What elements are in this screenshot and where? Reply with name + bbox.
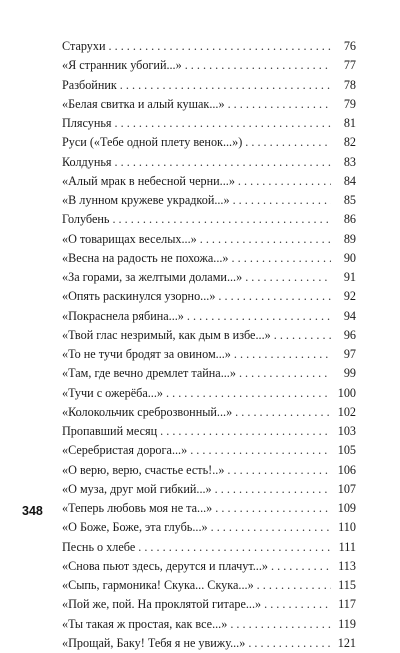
toc-entry-title: «Алый мрак в небесной черни...» — [62, 173, 235, 188]
dot-leader — [115, 153, 331, 172]
toc-entry-page: 105 — [337, 443, 356, 458]
toc-entry-title: Пропавший месяц — [62, 424, 158, 438]
dot-leader — [218, 287, 331, 306]
dot-leader — [230, 615, 331, 634]
dot-leader — [245, 268, 331, 287]
toc-entry-title: «Теперь любовь моя не та...» — [62, 501, 213, 515]
toc-entry[interactable] — [62, 153, 356, 172]
toc-entry-page: 107 — [337, 481, 356, 496]
dot-leader — [238, 172, 331, 191]
toc-entry[interactable] — [62, 191, 356, 210]
dot-leader — [235, 403, 331, 422]
dot-leader — [239, 364, 331, 383]
toc-entry-title: «В лунном кружеве украдкой...» — [62, 193, 230, 207]
toc-entry-title: «То не тучи бродят за овином...» — [62, 347, 231, 361]
toc-entry-title: «О товарищах веселых...» — [62, 231, 197, 246]
toc-entry-title: «Снова пьют здесь, дерутся и плачут...» — [62, 558, 268, 573]
toc-entry-page: 83 — [343, 154, 356, 169]
toc-entry-title: «За горами, за желтыми долами...» — [62, 270, 243, 284]
dot-leader — [166, 384, 331, 403]
toc-entry[interactable] — [62, 364, 356, 383]
dot-leader — [248, 634, 331, 653]
dot-leader — [200, 230, 331, 249]
toc-entry-title: Разбойник — [62, 77, 117, 92]
toc-entry[interactable] — [62, 441, 356, 460]
toc-entry-title: Голубень — [62, 212, 110, 227]
toc-entry[interactable] — [62, 307, 356, 326]
toc-entry-page: 94 — [343, 308, 356, 323]
toc-entry-page: 76 — [343, 39, 356, 53]
dot-leader — [228, 95, 331, 114]
toc-entry-page: 110 — [338, 520, 356, 535]
toc-entry[interactable] — [62, 634, 356, 653]
table-of-contents — [62, 37, 356, 653]
dot-leader — [160, 422, 331, 441]
dot-leader — [271, 557, 331, 576]
toc-entry[interactable] — [62, 345, 356, 364]
toc-entry-page: 100 — [337, 385, 356, 400]
toc-entry-page: 78 — [343, 77, 356, 92]
toc-entry[interactable] — [62, 384, 356, 403]
toc-entry-title: «Пой же, пой. На проклятой гитаре...» — [62, 597, 262, 612]
toc-entry[interactable] — [62, 287, 356, 306]
toc-entry-page: 79 — [343, 96, 356, 111]
toc-entry-title: Руси («Тебе одной плету венок...») — [62, 135, 243, 150]
toc-entry[interactable] — [62, 538, 356, 557]
toc-entry-title: «Тучи с ожерёба...» — [62, 385, 163, 400]
dot-leader — [274, 326, 331, 345]
toc-entry[interactable] — [62, 422, 356, 441]
toc-entry-title: «О Боже, Боже, эта глубь...» — [62, 520, 208, 535]
dot-leader — [257, 576, 331, 595]
toc-entry-page: 117 — [338, 597, 356, 612]
dot-leader — [112, 210, 331, 229]
toc-entry-page: 121 — [337, 635, 356, 650]
toc-entry[interactable] — [62, 268, 356, 287]
toc-entry-title: «Я странник убогий...» — [62, 58, 182, 73]
dot-leader — [234, 345, 331, 364]
toc-entry-page: 89 — [343, 231, 356, 246]
toc-entry[interactable] — [62, 326, 356, 345]
toc-entry-title: «Там, где вечно дремлет тайна...» — [62, 366, 236, 381]
toc-entry-title: «Твой глас незримый, как дым в избе...» — [62, 327, 271, 342]
dot-leader — [190, 441, 331, 460]
page-number: 348 — [22, 504, 43, 518]
toc-entry-page: 81 — [343, 116, 356, 130]
toc-entry-title: «Белая свитка и алый кушак...» — [62, 96, 225, 111]
toc-entry-title: Колдунья — [62, 154, 112, 169]
toc-entry[interactable] — [62, 230, 356, 249]
toc-entry[interactable] — [62, 56, 356, 75]
toc-entry[interactable] — [62, 461, 356, 480]
dot-leader — [185, 56, 331, 75]
toc-entry[interactable] — [62, 615, 356, 634]
toc-entry[interactable] — [62, 576, 356, 595]
toc-entry-page: 82 — [343, 135, 356, 150]
toc-entry-title: «Колокольчик среброзвонный...» — [62, 404, 233, 419]
toc-entry[interactable] — [62, 557, 356, 576]
toc-entry[interactable] — [62, 249, 356, 268]
toc-entry-page: 77 — [343, 58, 356, 73]
toc-entry-title: «Опять раскинулся узорно...» — [62, 289, 216, 304]
toc-entry-title: «Покраснела рябина...» — [62, 308, 184, 323]
toc-entry[interactable] — [62, 595, 356, 614]
toc-entry[interactable] — [62, 76, 356, 95]
toc-entry-page: 109 — [337, 501, 356, 515]
toc-entry[interactable] — [62, 480, 356, 499]
toc-entry-page: 97 — [343, 347, 356, 361]
toc-entry-title: «Ты такая ж простая, как все...» — [62, 616, 228, 631]
toc-entry-page: 113 — [338, 558, 356, 573]
toc-entry[interactable] — [62, 403, 356, 422]
toc-entry[interactable] — [62, 518, 356, 537]
dot-leader — [227, 461, 331, 480]
toc-entry-page: 119 — [338, 616, 356, 631]
toc-entry-title: Плясунья — [62, 116, 112, 130]
dot-leader — [138, 538, 331, 557]
dot-leader — [120, 76, 331, 95]
toc-entry-title: «Сыпь, гармоника! Скука... Скука...» — [62, 578, 254, 592]
toc-entry[interactable] — [62, 499, 356, 518]
toc-entry-title: Песнь о хлебе — [62, 539, 136, 554]
toc-entry-title: «Весна на радость не похожа...» — [62, 250, 229, 265]
toc-entry-page: 115 — [338, 578, 356, 592]
toc-entry[interactable] — [62, 114, 356, 133]
toc-entry[interactable] — [62, 172, 356, 191]
dot-leader — [245, 133, 331, 152]
toc-entry-page: 106 — [337, 462, 356, 477]
toc-entry-page: 92 — [343, 289, 356, 304]
dot-leader — [187, 307, 331, 326]
dot-leader — [233, 191, 331, 210]
toc-entry-page: 90 — [343, 250, 356, 265]
toc-entry-page: 102 — [337, 404, 356, 419]
toc-entry-title: «О муза, друг мой гибкий...» — [62, 481, 212, 496]
dot-leader — [109, 37, 332, 56]
toc-entry-title: «Серебристая дорога...» — [62, 443, 188, 458]
toc-entry-title: «О верю, верю, счастье есть!..» — [62, 462, 225, 477]
dot-leader — [211, 518, 331, 537]
toc-entry-page: 103 — [337, 424, 356, 438]
toc-entry-title: «Прощай, Баку! Тебя я не увижу...» — [62, 635, 246, 650]
toc-entry-page: 86 — [343, 212, 356, 227]
toc-entry[interactable] — [62, 95, 356, 114]
dot-leader — [215, 499, 331, 518]
toc-entry[interactable] — [62, 210, 356, 229]
toc-entry-page: 111 — [338, 539, 356, 554]
toc-entry-page: 85 — [343, 193, 356, 207]
toc-entry-page: 96 — [343, 327, 356, 342]
dot-leader — [232, 249, 331, 268]
toc-entry-page: 91 — [343, 270, 356, 284]
dot-leader — [215, 480, 331, 499]
toc-entry-page: 84 — [343, 173, 356, 188]
dot-leader — [115, 114, 331, 133]
toc-entry[interactable] — [62, 37, 356, 56]
dot-leader — [264, 595, 331, 614]
toc-entry-page: 99 — [343, 366, 356, 381]
toc-entry-title: Старухи — [62, 39, 106, 53]
toc-entry[interactable] — [62, 133, 356, 152]
